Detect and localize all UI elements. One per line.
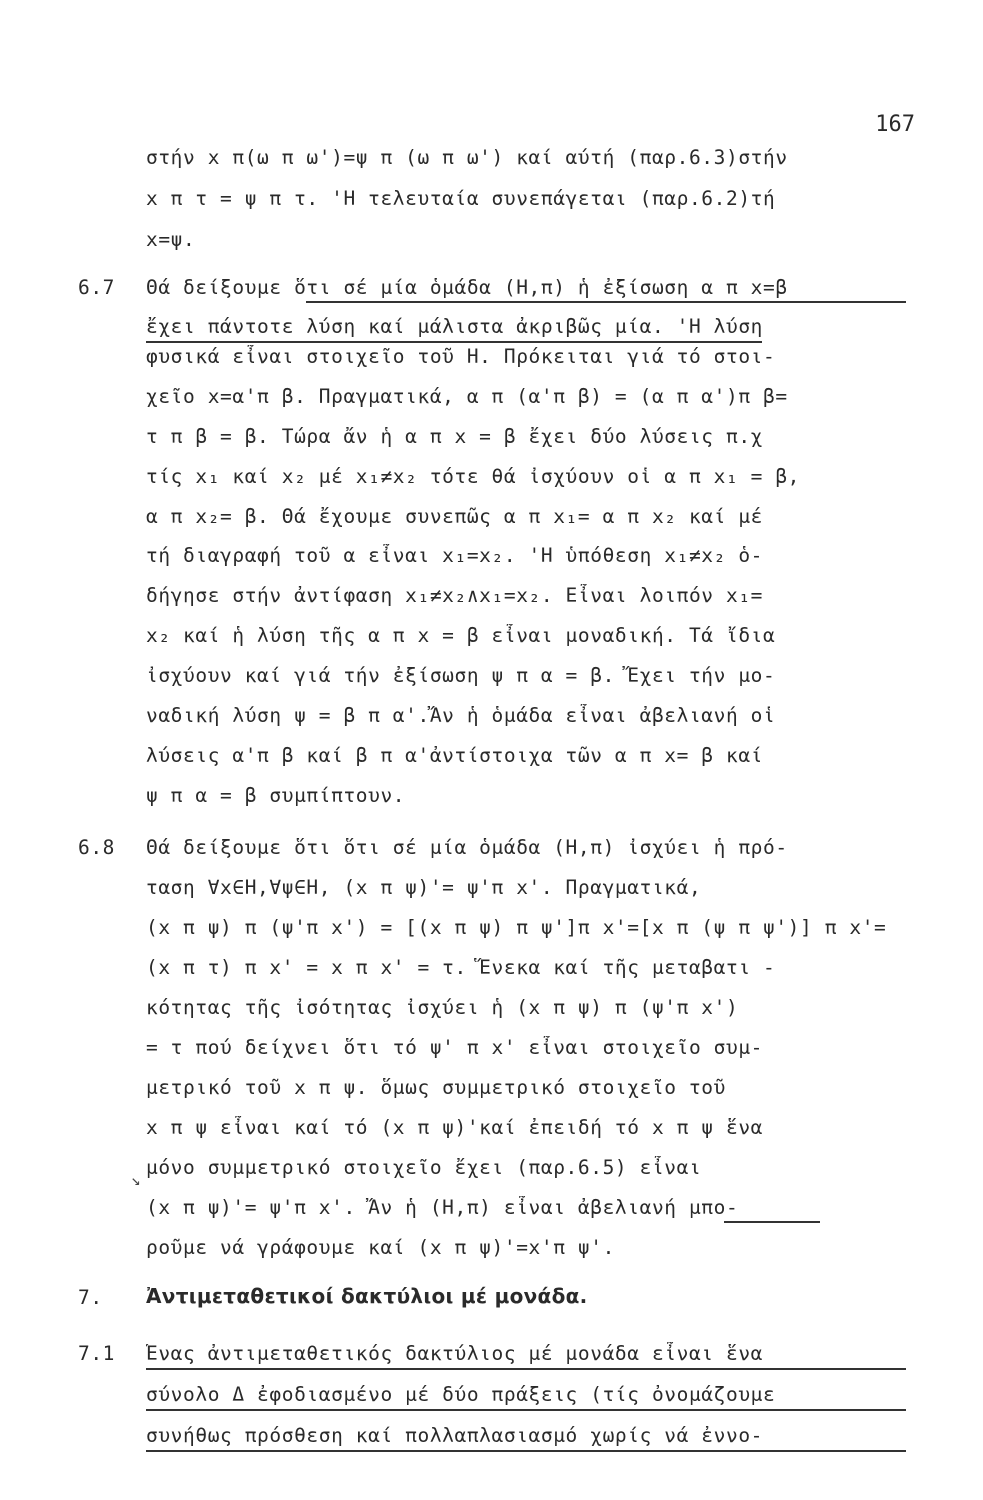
text-line: ροῦμε νά γράφουμε καί (x π ψ)'=x'π ψ'. — [146, 1236, 615, 1259]
text-line: x₂ καί ἡ λύση τῆς α π x = β εἶναι μοναδική. Τά ἴδια — [146, 624, 776, 647]
text-line: στήν x π(ω π ω')=ψ π (ω π ω') καί αύτή (παρ.6.3)στήν — [146, 146, 788, 169]
page-number: 167 — [875, 112, 915, 137]
underline-mark — [146, 1368, 906, 1370]
text-line: μετρικό τοῦ x π ψ. ὅμως συμμετρικό στοιχεῖο τοῦ — [146, 1076, 726, 1099]
text-line: δήγησε στήν ἀντίφαση x₁≠x₂∧x₁=x₂. Εἶναι λοιπόν x₁= — [146, 584, 763, 607]
text-line: κότητας τῆς ἰσότητας ἰσχύει ἡ (x π ψ) π (ψ'π x') — [146, 996, 739, 1019]
text-line: ψ π α = β συμπίπτουν. — [146, 784, 406, 807]
pencil-tick-mark: ↘ — [131, 1170, 141, 1189]
text-line: (x π τ) π x' = x π x' = τ. Ἕνεκα καί τῆς μεταβατι - — [146, 956, 776, 979]
text-line: φυσικά εἶναι στοιχεῖο τοῦ Η. Πρόκειται γιά τό στοι- — [146, 345, 776, 368]
underline-mark — [306, 301, 906, 303]
text-line: Θά δείξουμε ὅτι σέ μία ὁμάδα (Η,π) ἡ ἐξίσωση α π x=β — [146, 276, 788, 299]
underline-mark — [146, 1450, 906, 1452]
text-line: = τ πού δείχνει ὅτι τό ψ' π x' εἶναι στοιχεῖο συμ- — [146, 1036, 763, 1059]
text-line: τ π β = β. Τώρα ἄν ἡ α π x = β ἔχει δύο λύσεις π.χ — [146, 425, 763, 448]
text-line: x π ψ εἶναι καί τό (x π ψ)'καί ἐπειδή τό x π ψ ἕνα — [146, 1116, 763, 1139]
text-line: α π x₂= β. Θά ἔχουμε συνεπῶς α π x₁= α π x₂ καί μέ — [146, 505, 763, 528]
text-line: ἰσχύουν καί γιά τήν ἐξίσωση ψ π α = β. Ἔχει τήν μο- — [146, 664, 776, 687]
text-line: Θά δείξουμε ὅτι ὅτι σέ μία ὁμάδα (Η,π) ἰσχύει ἡ πρό- — [146, 836, 788, 859]
text-line: τή διαγραφή τοῦ α εἶναι x₁=x₂. 'Η ὑπόθεση x₁≠x₂ ὁ- — [146, 544, 763, 567]
text-line: (x π ψ)'= ψ'π x'. Ἄν ἡ (Η,π) εἶναι ἀβελιανή μπο- — [146, 1196, 739, 1219]
section-heading: Ἀντιμεταθετικοί δακτύλιοι μέ μονάδα. — [146, 1284, 588, 1308]
text-line: Ἕνας ἀντιμεταθετικός δακτύλιος μέ μονάδα εἶναι ἕνα — [146, 1342, 763, 1365]
text-line: τίς x₁ καί x₂ μέ x₁≠x₂ τότε θά ἰσχύουν οἱ α π x₁ = β, — [146, 465, 801, 488]
text-line: σύνολο Δ ἐφοδιασμένο μέ δύο πράξεις (τίς ὀνομάζουμε — [146, 1383, 776, 1406]
section-number: 6.8 — [78, 836, 116, 859]
text-line: x π τ = ψ π τ. 'Η τελευταία συνεπάγεται (παρ.6.2)τή — [146, 187, 776, 210]
section-number: 7. — [78, 1286, 103, 1309]
text-line: ἔχει πάντοτε λύση καί μάλιστα ἀκριβῶς μία. 'Η λύση — [146, 315, 763, 338]
underline-mark — [146, 1409, 906, 1411]
text-line: ταση ∀x∈Η,∀ψ∈Η, (x π ψ)'= ψ'π x'. Πραγματικά, — [146, 876, 702, 899]
text-line: ναδική λύση ψ = β π α'.Ἄν ἡ ὁμάδα εἶναι ἀβελιανή οἱ — [146, 704, 776, 727]
text-line: συνήθως πρόσθεση καί πολλαπλασιασμό χωρίς νά ἐννο- — [146, 1424, 763, 1447]
text-line: μόνο συμμετρικό στοιχεῖο ἔχει (παρ.6.5) εἶναι — [146, 1156, 702, 1179]
text-line: (x π ψ) π (ψ'π x') = [(x π ψ) π ψ']π x'=[x π (ψ π ψ')] π x'= — [146, 916, 887, 939]
text-line: λύσεις α'π β καί β π α'ἀντίστοιχα τῶν α π x= β καί — [146, 744, 763, 767]
underline-mark — [724, 1221, 820, 1223]
section-number: 7.1 — [78, 1342, 116, 1365]
text-line: x=ψ. — [146, 228, 196, 251]
underline-mark — [146, 341, 762, 343]
text-line: χεῖο x=α'π β. Πραγματικά, α π (α'π β) = (α π α')π β= — [146, 385, 788, 408]
section-number: 6.7 — [78, 276, 116, 299]
